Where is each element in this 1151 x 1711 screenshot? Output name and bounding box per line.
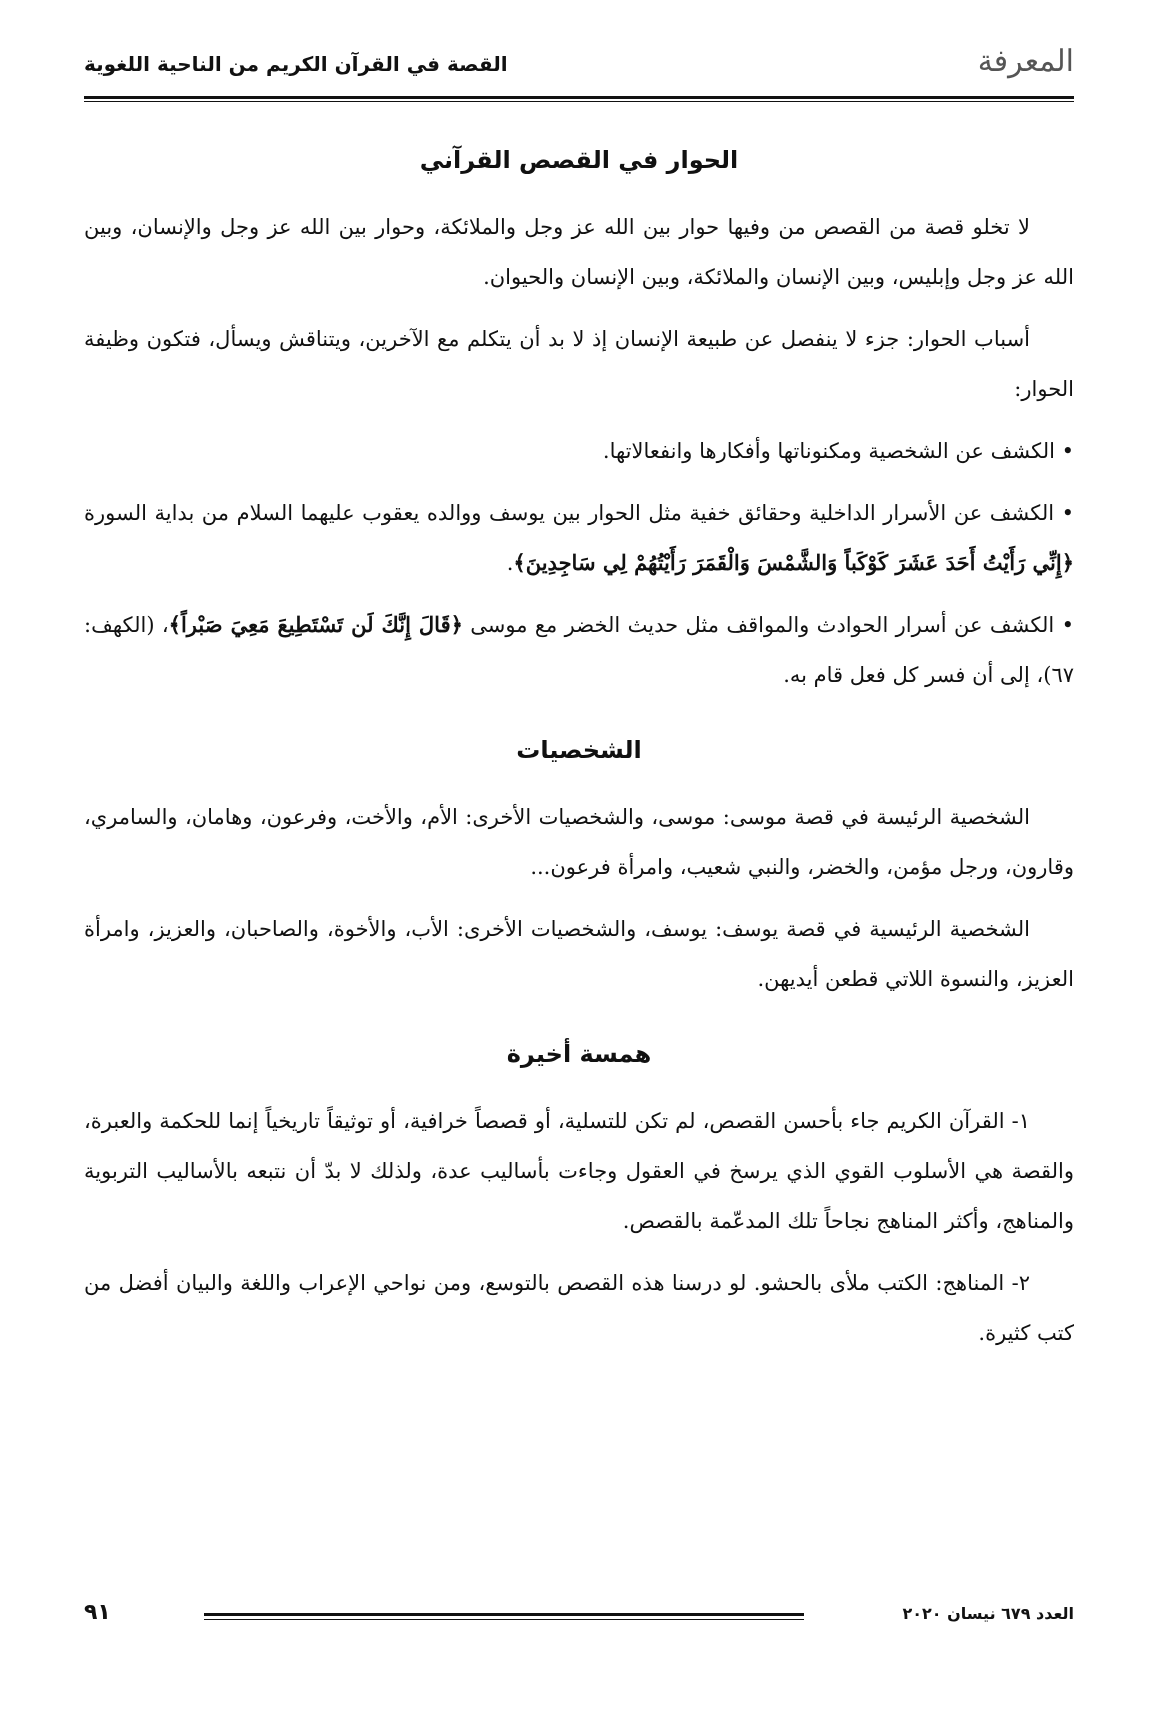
paragraph: الشخصية الرئيسة في قصة موسى: موسى، والشخصيات الأخرى: الأم، والأخت، وفرعون، وهامان، والسامري، وقارون، ورجل مؤمن، والخضر، والنبي شعيب، وامرأة فرعون... — [84, 805, 1074, 879]
paragraph: أسباب الحوار: جزء لا ينفصل عن طبيعة الإنسان إذ لا بد أن يتكلم مع الآخرين، ويتناقش ويسأل، فتكون وظيفة الحوار: — [84, 327, 1074, 401]
bullet-item — [84, 488, 1074, 588]
issue-info: العدد ٦٧٩ نيسان ٢٠٢٠ — [902, 1604, 1074, 1623]
paragraph: الشخصية الرئيسية في قصة يوسف: يوسف، والشخصيات الأخرى: الأب، والأخوة، والصاحبان، والعزيز، وامرأة العزيز، والنسوة اللاتي قطعن أيديهن. — [84, 917, 1074, 991]
header-rule — [84, 96, 1074, 99]
quran-quote: ﴿إِنِّي رَأَيْتُ أَحَدَ عَشَرَ كَوْكَباً وَالشَّمْسَ وَالْقَمَرَ رَأَيْتُهُمْ لِي سَاجِدِينَ﴾ — [513, 550, 1074, 575]
section-heading-final: همسة أخيرة — [506, 1040, 652, 1068]
bullet-item: • الكشف عن الشخصية ومكنوناتها وأفكارها وانفعالاتها. — [602, 439, 1074, 463]
bullet-end: . — [506, 551, 514, 575]
quran-quote: ﴿قَالَ إِنَّكَ لَن تَسْتَطِيعَ مَعِيَ صَبْراً﴾ — [168, 612, 463, 637]
paragraph: ٢- المناهج: الكتب ملأى بالحشو. لو درسنا هذه القصص بالتوسع، ومن نواحي الإعراب واللغة والبيان أفضل من كتب كثيرة. — [84, 1271, 1074, 1345]
section-heading-characters: الشخصيات — [516, 736, 642, 764]
bullet-item — [84, 600, 1074, 700]
paragraph: لا تخلو قصة من القصص من وفيها حوار بين الله عز وجل والملائكة، وحوار بين الله عز وجل والإنسان، وبين الله عز وجل وإبليس، وبين الإنسان والملائكة، وبين الإنسان والحيوان. — [84, 215, 1074, 289]
footer-rule — [204, 1613, 804, 1616]
footer-rule-thin — [204, 1619, 804, 1620]
page-footer — [84, 1600, 1074, 1640]
paragraph: ١- القرآن الكريم جاء بأحسن القصص، لم تكن للتسلية، أو قصصاً خرافية، أو توثيقاً تاريخياً إنما للحكمة والعبرة، والقصة هي الأسلوب القوي الذي يرسخ في العقول وجاءت بأساليب عدة، ولذلك لا بدّ أن نتبعه بالأساليب التربوية والمناهج، وأكثر المناهج نجاحاً تلك المدعّمة بالقصص. — [84, 1109, 1074, 1233]
running-title: القصة في القرآن الكريم من الناحية اللغوية — [84, 52, 508, 76]
magazine-logo: المعرفة — [977, 44, 1074, 79]
header-rule-thin — [84, 101, 1074, 102]
page-number: ٩١ — [84, 1600, 111, 1625]
bullet-text: • الكشف عن الأسرار الداخلية وحقائق خفية مثل الحوار بين يوسف ووالده يعقوب عليهما السلام من بداية السورة — [84, 501, 1074, 525]
bullet-text: • الكشف عن أسرار الحوادث والمواقف مثل حديث الخضر مع موسى — [462, 613, 1074, 637]
section-heading-dialogue: الحوار في القصص القرآني — [419, 146, 739, 174]
article-body — [84, 140, 1074, 1370]
running-header — [84, 42, 1074, 88]
bullet-end: ، (الكهف: ٦٧)، إلى أن فسر كل فعل قام به. — [84, 613, 1074, 687]
